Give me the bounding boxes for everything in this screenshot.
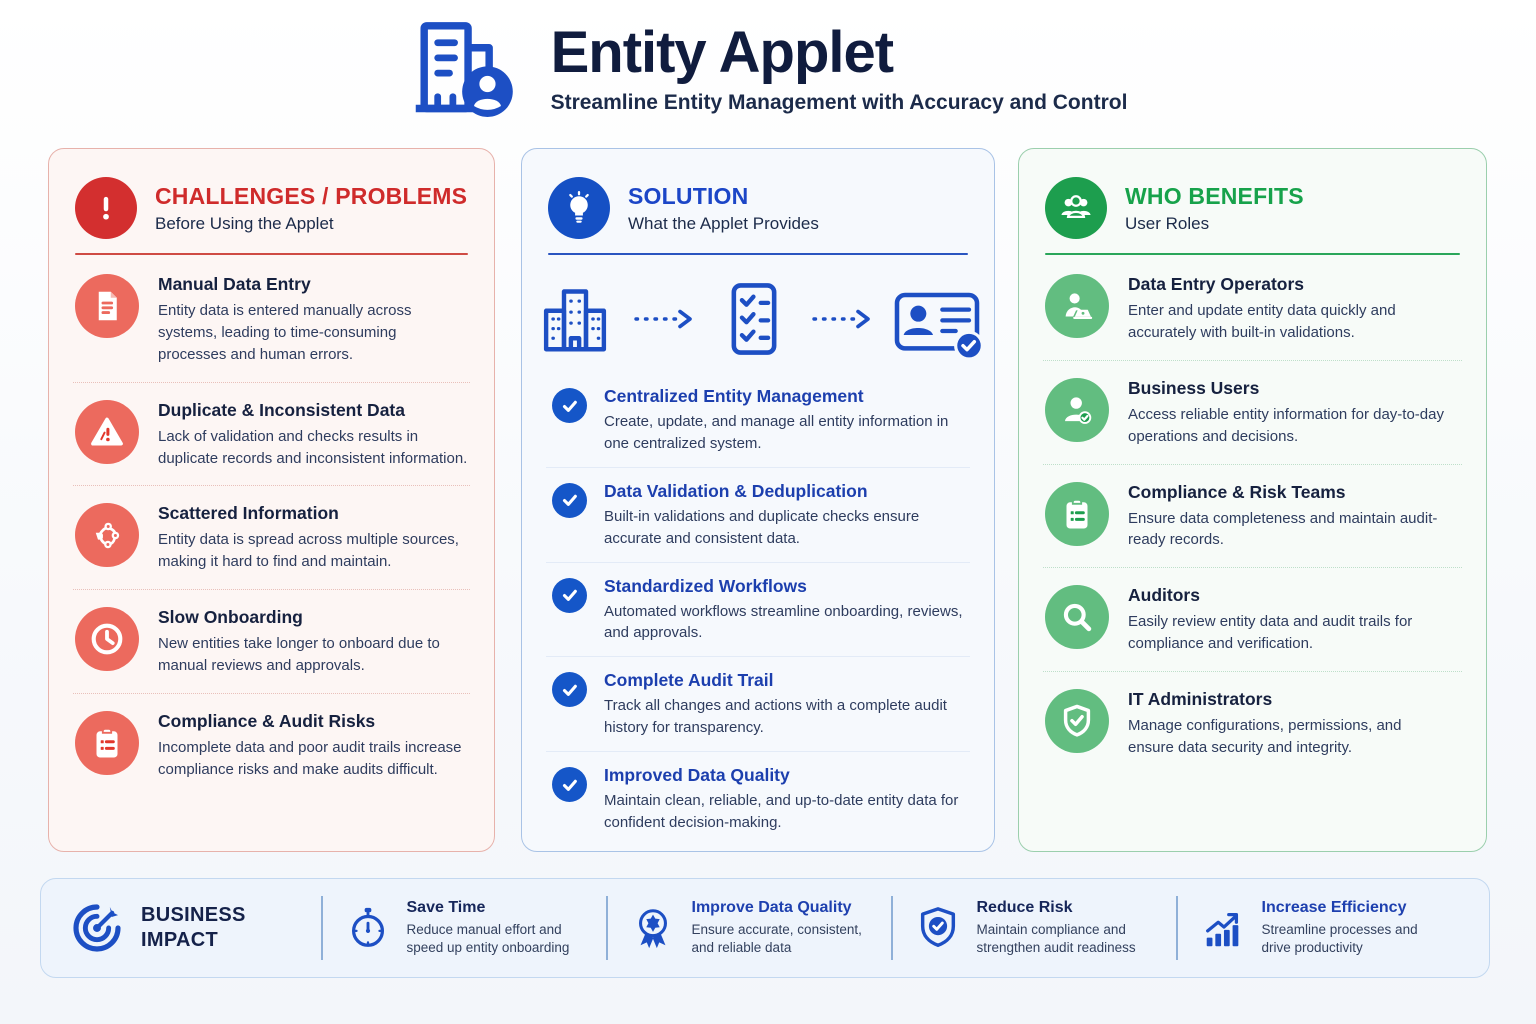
target-arrow-icon (69, 900, 125, 956)
list-item (546, 373, 970, 467)
solution-title: SOLUTION (628, 182, 749, 209)
page-title: Entity Applet (550, 20, 894, 86)
impact-item-title: Improve Data Quality (691, 898, 852, 916)
clipboard-icon (75, 711, 139, 775)
item-description: Lack of validation and checks results in duplicate records and inconsistent information. (158, 427, 468, 467)
impact-item-title: Reduce Risk (976, 898, 1073, 916)
item-title: IT Administrators (1128, 689, 1273, 710)
impact-item-title: Increase Efficiency (1261, 898, 1407, 916)
building-user-logo-icon (409, 14, 517, 122)
flow-checklist-icon (711, 276, 797, 362)
clipboard-icon (1045, 482, 1109, 546)
page-subtitle: Streamline Entity Management with Accuracy and Control (550, 90, 1128, 114)
item-description: Ensure data completeness and maintain audit-ready records. (1128, 509, 1438, 549)
item-title: Improved Data Quality (604, 765, 790, 786)
lightbulb-icon (548, 177, 610, 239)
stopwatch-icon (345, 905, 391, 951)
list-item (546, 467, 970, 562)
list-item (1043, 257, 1462, 360)
item-description: Incomplete data and poor audit trails increase compliance risks and make audits difficult. (158, 739, 462, 778)
list-item (546, 751, 970, 846)
item-description: Easily review entity data and audit trails for compliance and verification. (1128, 613, 1413, 653)
list-item (73, 382, 470, 486)
item-title: Duplicate & Inconsistent Data (158, 399, 405, 420)
impact-item-title: Save Time (406, 898, 486, 916)
shield-check-icon (915, 905, 961, 951)
impact-item-description: Streamline processes and drive productivity (1261, 921, 1418, 955)
alert-icon (75, 177, 137, 239)
item-description: Enter and update entity data quickly and accurately with built-in validations. (1128, 302, 1396, 341)
item-description: Entity data is entered manually across systems, leading to time-consuming processes and human errors. (158, 302, 412, 363)
benefits-subtitle: User Roles (1125, 213, 1210, 233)
item-description: Automated workflows streamline onboarding, reviews, and approvals. (604, 602, 963, 642)
warning-triangle-icon (75, 400, 139, 464)
item-description: Manage configurations, permissions, and ensure data security and integrity. (1128, 717, 1402, 757)
challenges-title: CHALLENGES / PROBLEMS (155, 182, 468, 209)
item-title: Compliance & Audit Risks (158, 711, 376, 732)
business-impact-bar (40, 878, 1490, 978)
user-check-icon (1045, 378, 1109, 442)
impact-item-description: Maintain compliance and strengthen audit readiness (976, 921, 1136, 955)
business-impact-label (69, 900, 321, 956)
solution-subtitle: What the Applet Provides (628, 213, 819, 233)
impact-item-description: Ensure accurate, consistent, and reliable data (691, 921, 862, 955)
check-icon (552, 388, 587, 423)
list-item (546, 562, 970, 657)
benefits-card (1018, 148, 1487, 852)
shield-check-icon (1045, 689, 1109, 753)
list-item (1043, 464, 1462, 568)
item-title: Complete Audit Trail (604, 670, 774, 691)
page-header (0, 14, 1536, 122)
list-item (73, 589, 470, 693)
item-title: Slow Onboarding (158, 607, 303, 628)
item-title: Business Users (1128, 377, 1260, 398)
flow-arrow-icon (811, 308, 875, 330)
award-ribbon-icon (630, 905, 676, 951)
scatter-network-icon (75, 503, 139, 567)
check-icon (552, 672, 587, 707)
divider (75, 253, 468, 255)
impact-item (323, 899, 607, 957)
item-title: Data Validation & Deduplication (604, 480, 868, 501)
list-item (1043, 671, 1462, 775)
check-icon (552, 483, 587, 518)
list-item (73, 485, 470, 589)
list-item (73, 257, 470, 382)
item-description: Create, update, and manage all entity information in one centralized system. (604, 413, 949, 452)
item-title: Centralized Entity Management (604, 386, 864, 406)
challenges-subtitle: Before Using the Applet (155, 213, 334, 233)
item-title: Data Entry Operators (1128, 274, 1305, 294)
benefits-title: WHO BENEFITS (1125, 182, 1304, 209)
impact-title-line1: BUSINESS (141, 904, 246, 926)
item-title: Standardized Workflows (604, 575, 807, 596)
item-title: Scattered Information (158, 503, 339, 524)
item-title: Manual Data Entry (158, 274, 311, 294)
item-description: Entity data is spread across multiple sources, making it hard to find and maintain. (158, 531, 459, 571)
flow-idcard-icon (889, 276, 985, 362)
solution-card (521, 148, 995, 852)
divider (548, 253, 968, 255)
impact-item (893, 899, 1177, 957)
check-icon (552, 767, 587, 802)
item-description: Built-in validations and duplicate checks ensure accurate and consistent data. (604, 507, 920, 547)
list-item (1043, 567, 1462, 671)
solution-flow-diagram (546, 257, 970, 373)
impact-item (1178, 899, 1462, 957)
list-item (546, 656, 970, 751)
impact-title-line2: IMPACT (141, 929, 218, 951)
user-group-icon (1045, 177, 1107, 239)
operator-laptop-icon (1045, 274, 1109, 338)
item-title: Auditors (1128, 585, 1200, 606)
flow-arrow-icon (633, 308, 697, 330)
item-description: Access reliable entity information for day-to-day operations and decisions. (1128, 405, 1444, 445)
impact-item-description: Reduce manual effort and speed up entity onboarding (406, 921, 570, 955)
magnifier-icon (1045, 585, 1109, 649)
divider (1045, 253, 1460, 255)
impact-item (608, 899, 892, 957)
growth-chart-icon (1200, 905, 1246, 951)
clock-icon (75, 607, 139, 671)
check-icon (552, 578, 587, 613)
flow-building-icon (531, 275, 619, 363)
item-description: New entities take longer to onboard due to manual reviews and approvals. (158, 635, 440, 675)
list-item (73, 693, 470, 797)
item-description: Maintain clean, reliable, and up-to-date entity data for confident decision-making. (604, 792, 959, 832)
document-icon (75, 274, 139, 338)
challenges-card (48, 148, 495, 852)
item-description: Track all changes and actions with a complete audit history for transparency. (604, 697, 947, 737)
item-title: Compliance & Risk Teams (1128, 481, 1346, 502)
list-item (1043, 360, 1462, 464)
